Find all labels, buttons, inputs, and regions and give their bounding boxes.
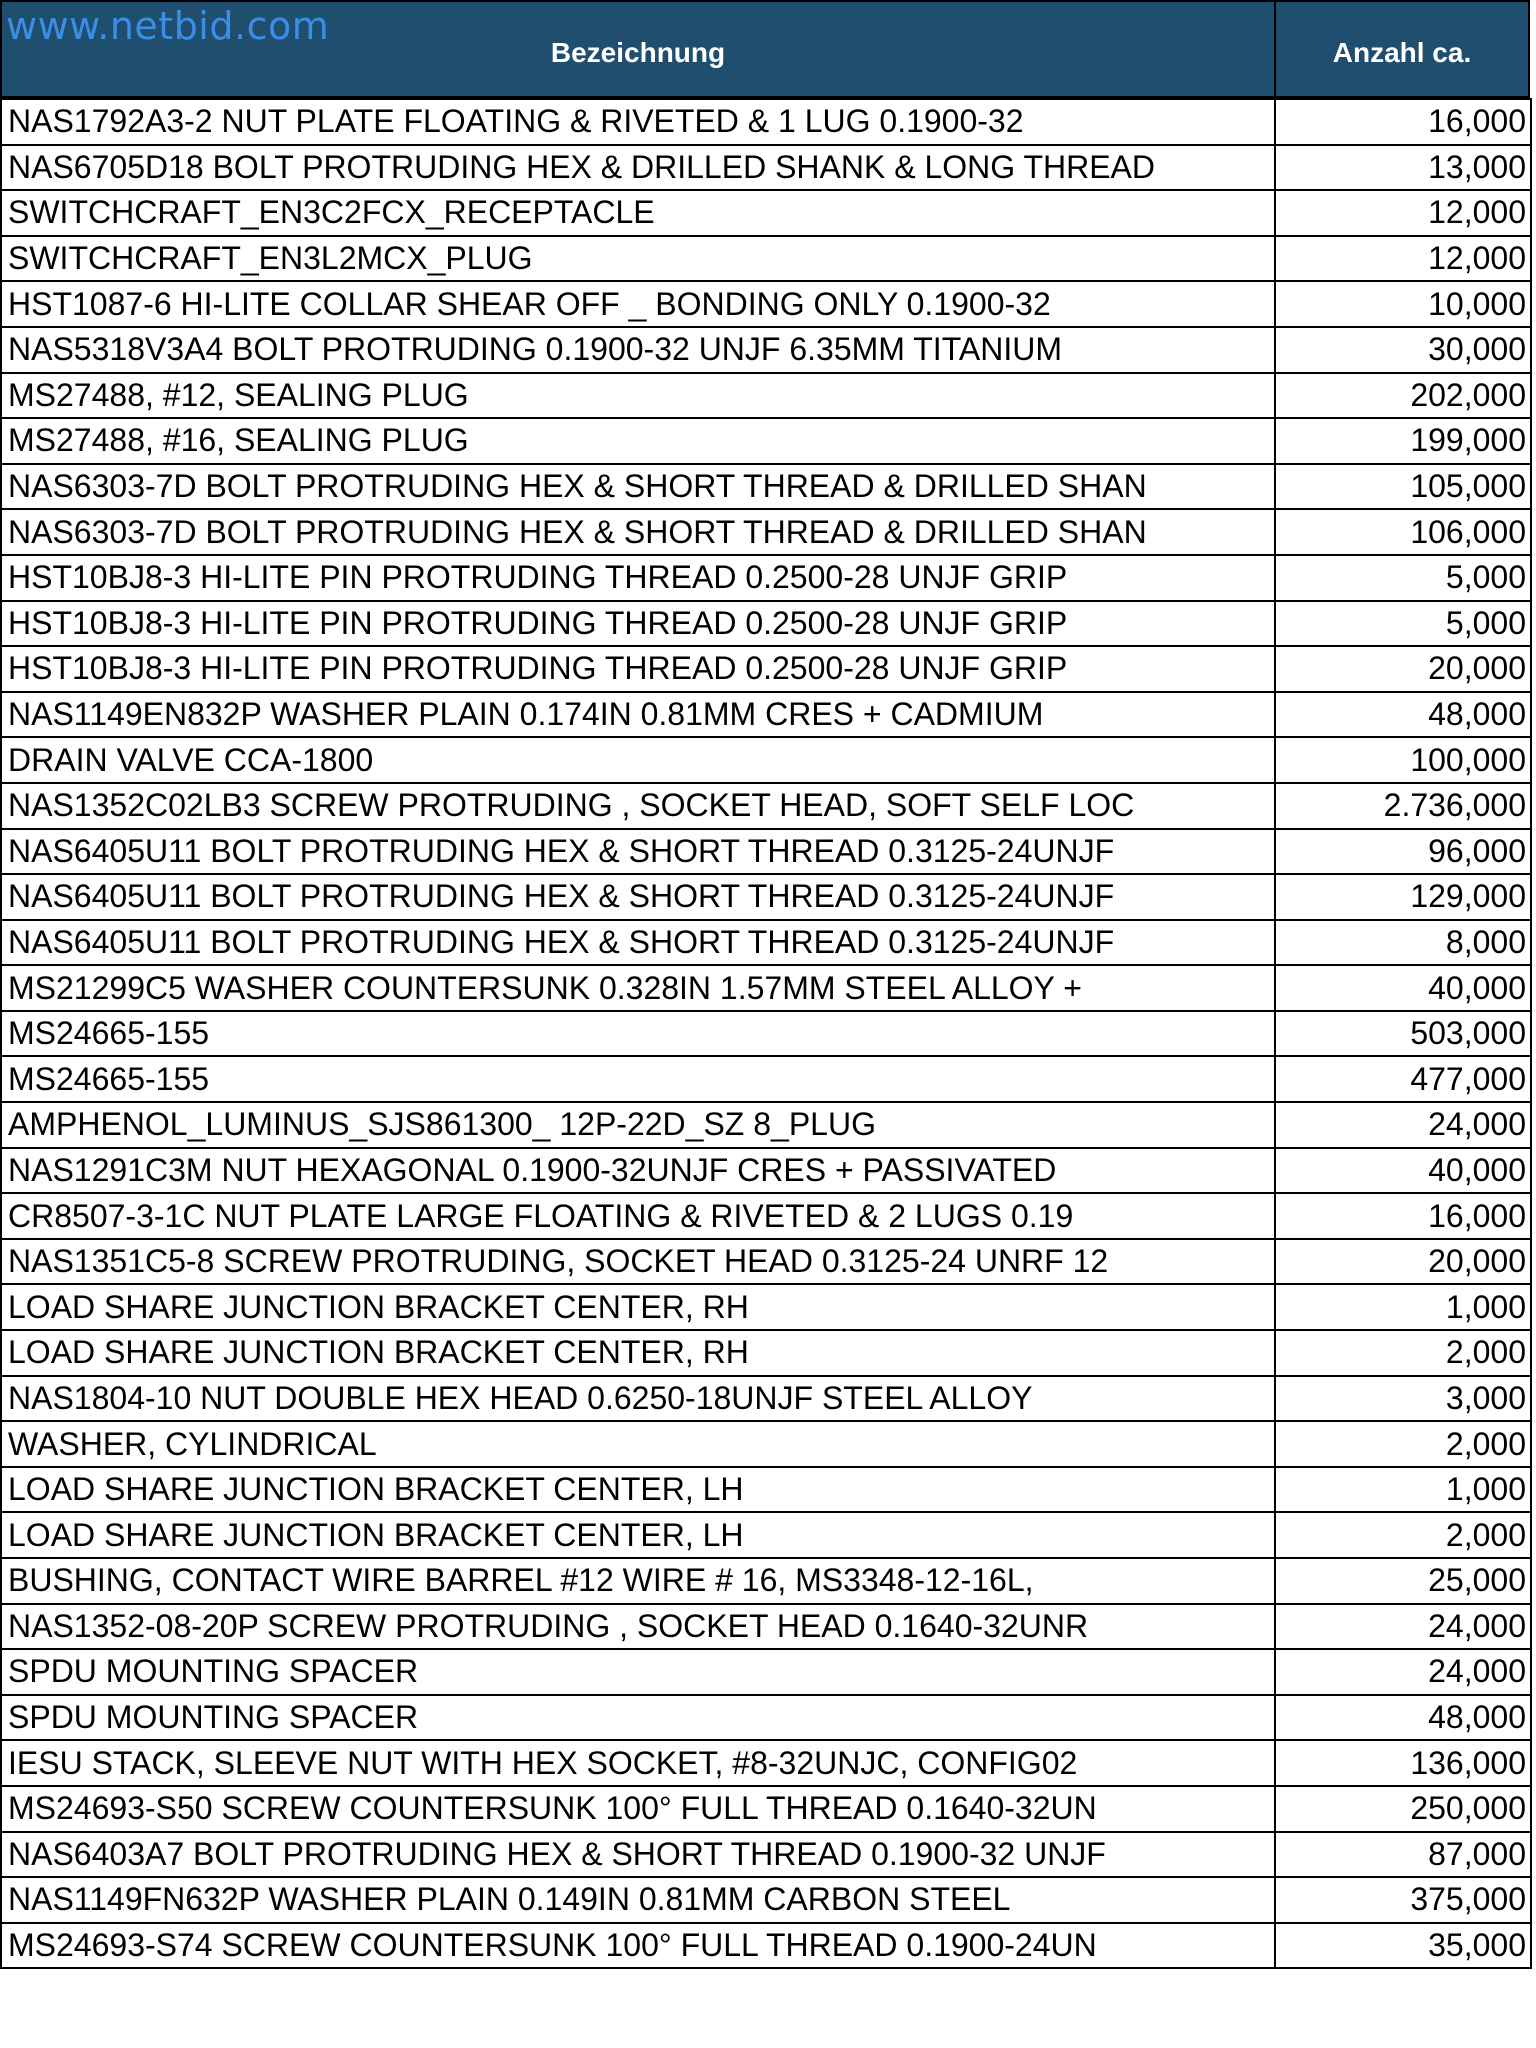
row-description: NAS1792A3-2 NUT PLATE FLOATING & RIVETED & 1 LUG 0.1900-32 — [1, 99, 1275, 145]
row-quantity: 24,000 — [1275, 1649, 1531, 1695]
row-quantity: 20,000 — [1275, 1239, 1531, 1285]
items-table-body — [1, 99, 1531, 1968]
row-quantity: 2,000 — [1275, 1512, 1531, 1558]
row-description: MS24693-S74 SCREW COUNTERSUNK 100° FULL THREAD 0.1900-24UN — [1, 1923, 1275, 1969]
row-description: LOAD SHARE JUNCTION BRACKET CENTER, RH — [1, 1330, 1275, 1376]
table-row — [1, 1877, 1531, 1923]
row-description: HST10BJ8-3 HI-LITE PIN PROTRUDING THREAD 0.2500-28 UNJF GRIP — [1, 555, 1275, 601]
row-description: BUSHING, CONTACT WIRE BARREL #12 WIRE # 16, MS3348-12-16L, — [1, 1558, 1275, 1604]
table-row — [1, 646, 1531, 692]
row-quantity: 48,000 — [1275, 692, 1531, 738]
row-quantity: 375,000 — [1275, 1877, 1531, 1923]
row-quantity: 250,000 — [1275, 1786, 1531, 1832]
row-description: NAS6403A7 BOLT PROTRUDING HEX & SHORT THREAD 0.1900-32 UNJF — [1, 1832, 1275, 1878]
row-quantity: 105,000 — [1275, 464, 1531, 510]
row-description: IESU STACK, SLEEVE NUT WITH HEX SOCKET, #8-32UNJC, CONFIG02 — [1, 1740, 1275, 1786]
row-description: AMPHENOL_LUMINUS_SJS861300_ 12P-22D_SZ 8_PLUG — [1, 1102, 1275, 1148]
row-description: HST10BJ8-3 HI-LITE PIN PROTRUDING THREAD 0.2500-28 UNJF GRIP — [1, 601, 1275, 647]
row-description: MS24693-S50 SCREW COUNTERSUNK 100° FULL THREAD 0.1640-32UN — [1, 1786, 1275, 1832]
row-description: CR8507-3-1C NUT PLATE LARGE FLOATING & RIVETED & 2 LUGS 0.19 — [1, 1193, 1275, 1239]
row-description: NAS1352-08-20P SCREW PROTRUDING , SOCKET HEAD 0.1640-32UNR — [1, 1604, 1275, 1650]
row-quantity: 5,000 — [1275, 601, 1531, 647]
row-quantity: 13,000 — [1275, 145, 1531, 191]
table-row — [1, 418, 1531, 464]
row-description: NAS1149EN832P WASHER PLAIN 0.174IN 0.81MM CRES + CADMIUM — [1, 692, 1275, 738]
row-description: MS27488, #12, SEALING PLUG — [1, 373, 1275, 419]
row-description: LOAD SHARE JUNCTION BRACKET CENTER, LH — [1, 1512, 1275, 1558]
row-description: NAS1291C3M NUT HEXAGONAL 0.1900-32UNJF CRES + PASSIVATED — [1, 1148, 1275, 1194]
row-description: LOAD SHARE JUNCTION BRACKET CENTER, RH — [1, 1284, 1275, 1330]
row-description: MS21299C5 WASHER COUNTERSUNK 0.328IN 1.57MM STEEL ALLOY + — [1, 965, 1275, 1011]
table-row — [1, 1786, 1531, 1832]
row-description: SPDU MOUNTING SPACER — [1, 1695, 1275, 1741]
row-quantity: 40,000 — [1275, 965, 1531, 1011]
row-quantity: 30,000 — [1275, 327, 1531, 373]
table-row — [1, 1558, 1531, 1604]
row-quantity: 3,000 — [1275, 1376, 1531, 1422]
row-description: WASHER, CYLINDRICAL — [1, 1421, 1275, 1467]
row-quantity: 10,000 — [1275, 281, 1531, 327]
row-quantity: 16,000 — [1275, 99, 1531, 145]
table-row — [1, 373, 1531, 419]
row-quantity: 16,000 — [1275, 1193, 1531, 1239]
row-quantity: 503,000 — [1275, 1011, 1531, 1057]
row-quantity: 40,000 — [1275, 1148, 1531, 1194]
table-row — [1, 1056, 1531, 1102]
table-row — [1, 1832, 1531, 1878]
table-row — [1, 1512, 1531, 1558]
row-description: NAS6705D18 BOLT PROTRUDING HEX & DRILLED SHANK & LONG THREAD — [1, 145, 1275, 191]
row-quantity: 2,000 — [1275, 1330, 1531, 1376]
table-row — [1, 1740, 1531, 1786]
table-row — [1, 281, 1531, 327]
table-row — [1, 1102, 1531, 1148]
table-row — [1, 145, 1531, 191]
row-quantity: 106,000 — [1275, 509, 1531, 555]
row-description: MS27488, #16, SEALING PLUG — [1, 418, 1275, 464]
row-quantity: 24,000 — [1275, 1604, 1531, 1650]
table-row — [1, 1695, 1531, 1741]
row-description: MS24665-155 — [1, 1056, 1275, 1102]
row-description: NAS6405U11 BOLT PROTRUDING HEX & SHORT THREAD 0.3125-24UNJF — [1, 829, 1275, 875]
items-table — [0, 98, 1532, 1969]
row-quantity: 136,000 — [1275, 1740, 1531, 1786]
row-description: NAS1804-10 NUT DOUBLE HEX HEAD 0.6250-18UNJF STEEL ALLOY — [1, 1376, 1275, 1422]
row-description: HST1087-6 HI-LITE COLLAR SHEAR OFF _ BONDING ONLY 0.1900-32 — [1, 281, 1275, 327]
table-row — [1, 737, 1531, 783]
column-header-description: Bezeichnung — [2, 2, 1276, 96]
row-description: NAS1149FN632P WASHER PLAIN 0.149IN 0.81MM CARBON STEEL — [1, 1877, 1275, 1923]
row-description: NAS5318V3A4 BOLT PROTRUDING 0.1900-32 UNJF 6.35MM TITANIUM — [1, 327, 1275, 373]
row-description: NAS6303-7D BOLT PROTRUDING HEX & SHORT THREAD & DRILLED SHAN — [1, 509, 1275, 555]
row-quantity: 48,000 — [1275, 1695, 1531, 1741]
row-quantity: 87,000 — [1275, 1832, 1531, 1878]
table-row — [1, 1649, 1531, 1695]
table-row — [1, 965, 1531, 1011]
table-row — [1, 1421, 1531, 1467]
row-description: NAS1351C5-8 SCREW PROTRUDING, SOCKET HEAD 0.3125-24 UNRF 12 — [1, 1239, 1275, 1285]
table-row — [1, 509, 1531, 555]
table-row — [1, 1011, 1531, 1057]
row-quantity: 1,000 — [1275, 1467, 1531, 1513]
row-quantity: 477,000 — [1275, 1056, 1531, 1102]
row-quantity: 2,000 — [1275, 1421, 1531, 1467]
row-description: SPDU MOUNTING SPACER — [1, 1649, 1275, 1695]
row-description: SWITCHCRAFT_EN3L2MCX_PLUG — [1, 236, 1275, 282]
row-description: MS24665-155 — [1, 1011, 1275, 1057]
table-row — [1, 601, 1531, 647]
table-row — [1, 783, 1531, 829]
watermark: www.netbid.com — [6, 4, 330, 48]
row-quantity: 35,000 — [1275, 1923, 1531, 1969]
table-row — [1, 464, 1531, 510]
row-quantity: 129,000 — [1275, 874, 1531, 920]
table-row — [1, 829, 1531, 875]
table-row — [1, 1148, 1531, 1194]
table-row — [1, 1376, 1531, 1422]
row-quantity: 5,000 — [1275, 555, 1531, 601]
row-quantity: 100,000 — [1275, 737, 1531, 783]
row-quantity: 25,000 — [1275, 1558, 1531, 1604]
row-description: LOAD SHARE JUNCTION BRACKET CENTER, LH — [1, 1467, 1275, 1513]
table-row — [1, 1284, 1531, 1330]
row-description: NAS6303-7D BOLT PROTRUDING HEX & SHORT THREAD & DRILLED SHAN — [1, 464, 1275, 510]
table-row — [1, 555, 1531, 601]
table-row — [1, 236, 1531, 282]
row-description: DRAIN VALVE CCA-1800 — [1, 737, 1275, 783]
row-quantity: 12,000 — [1275, 190, 1531, 236]
row-description: NAS6405U11 BOLT PROTRUDING HEX & SHORT THREAD 0.3125-24UNJF — [1, 920, 1275, 966]
table-row — [1, 920, 1531, 966]
row-description: NAS1352C02LB3 SCREW PROTRUDING , SOCKET HEAD, SOFT SELF LOC — [1, 783, 1275, 829]
row-quantity: 1,000 — [1275, 1284, 1531, 1330]
row-quantity: 24,000 — [1275, 1102, 1531, 1148]
table-row — [1, 1604, 1531, 1650]
row-description: HST10BJ8-3 HI-LITE PIN PROTRUDING THREAD 0.2500-28 UNJF GRIP — [1, 646, 1275, 692]
row-quantity: 202,000 — [1275, 373, 1531, 419]
table-row — [1, 874, 1531, 920]
row-quantity: 20,000 — [1275, 646, 1531, 692]
row-description: NAS6405U11 BOLT PROTRUDING HEX & SHORT THREAD 0.3125-24UNJF — [1, 874, 1275, 920]
row-description: SWITCHCRAFT_EN3C2FCX_RECEPTACLE — [1, 190, 1275, 236]
table-row — [1, 1923, 1531, 1969]
table-row — [1, 692, 1531, 738]
table-row — [1, 190, 1531, 236]
row-quantity: 12,000 — [1275, 236, 1531, 282]
table-row — [1, 1467, 1531, 1513]
row-quantity: 8,000 — [1275, 920, 1531, 966]
column-header-quantity: Anzahl ca. — [1332, 37, 1472, 68]
table-row — [1, 99, 1531, 145]
table-row — [1, 1239, 1531, 1285]
row-quantity: 96,000 — [1275, 829, 1531, 875]
table-row — [1, 327, 1531, 373]
table-row — [1, 1330, 1531, 1376]
table-row — [1, 1193, 1531, 1239]
row-quantity: 2.736,000 — [1275, 783, 1531, 829]
row-quantity: 199,000 — [1275, 418, 1531, 464]
